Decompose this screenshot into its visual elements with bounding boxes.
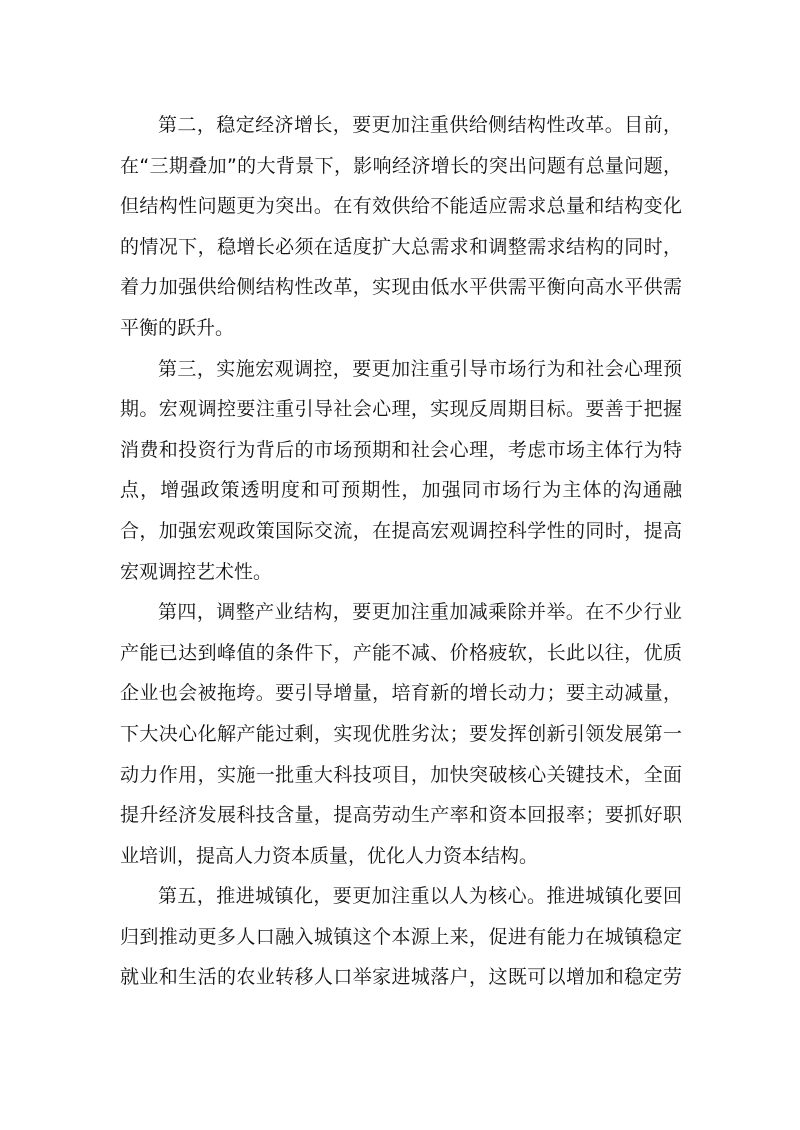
text-line: 宏观调控艺术性。 [120,560,273,583]
text-line: 产能已达到峰值的条件下，产能不减、价格疲软，长此以往，优质 [120,641,682,664]
text-line: 动力作用，实施一批重大科技项目，加快突破核心关键技术，全面 [120,763,682,786]
text-line: 在“三期叠加”的大背景下，影响经济增长的突出问题有总量问题， [120,154,682,177]
text-line: 第三，实施宏观调控，要更加注重引导市场行为和社会心理预 [158,357,682,380]
text-line: 企业也会被拖垮。要引导增量，培育新的增长动力；要主动减量， [120,682,682,705]
document-body [120,105,682,998]
text-line: 的情况下，稳增长必须在适度扩大总需求和调整需求结构的同时， [120,235,682,258]
text-line: 第二，稳定经济增长，要更加注重供给侧结构性改革。目前， [158,114,682,136]
text-line: 归到推动更多人口融入城镇这个本源上来，促进有能力在城镇稳定 [120,925,682,948]
paragraph-economic-growth [120,105,682,349]
paragraph-industrial-structure [120,592,682,876]
text-line: 业培训，提高人力资本质量，优化人力资本结构。 [120,844,539,867]
text-line: 就业和生活的农业转移人口举家进城落户，这既可以增加和稳定劳 [120,966,682,989]
paragraph-urbanization [120,876,682,998]
text-line: 平衡的跃升。 [120,316,235,339]
paragraph-macro-control [120,349,682,593]
text-line: 但结构性问题更为突出。在有效供给不能适应需求总量和结构变化 [120,195,682,218]
text-line: 点，增强政策透明度和可预期性，加强同市场行为主体的沟通融 [120,479,682,502]
text-line: 下大决心化解产能过剩，实现优胜劣汰；要发挥创新引领发展第一 [120,722,682,745]
text-line: 期。宏观调控要注重引导社会心理，实现反周期目标。要善于把握 [120,398,682,421]
text-line: 提升经济发展科技含量，提高劳动生产率和资本回报率；要抓好职 [120,804,682,827]
text-line: 合，加强宏观政策国际交流，在提高宏观调控科学性的同时，提高 [120,519,682,542]
text-line: 消费和投资行为背后的市场预期和社会心理，考虑市场主体行为特 [120,438,682,461]
text-line: 着力加强供给侧结构性改革，实现由低水平供需平衡向高水平供需 [120,276,682,299]
text-line: 第五，推进城镇化，要更加注重以人为核心。推进城镇化要回 [158,885,682,908]
text-line: 第四，调整产业结构，要更加注重加减乘除并举。在不少行业 [158,601,682,624]
